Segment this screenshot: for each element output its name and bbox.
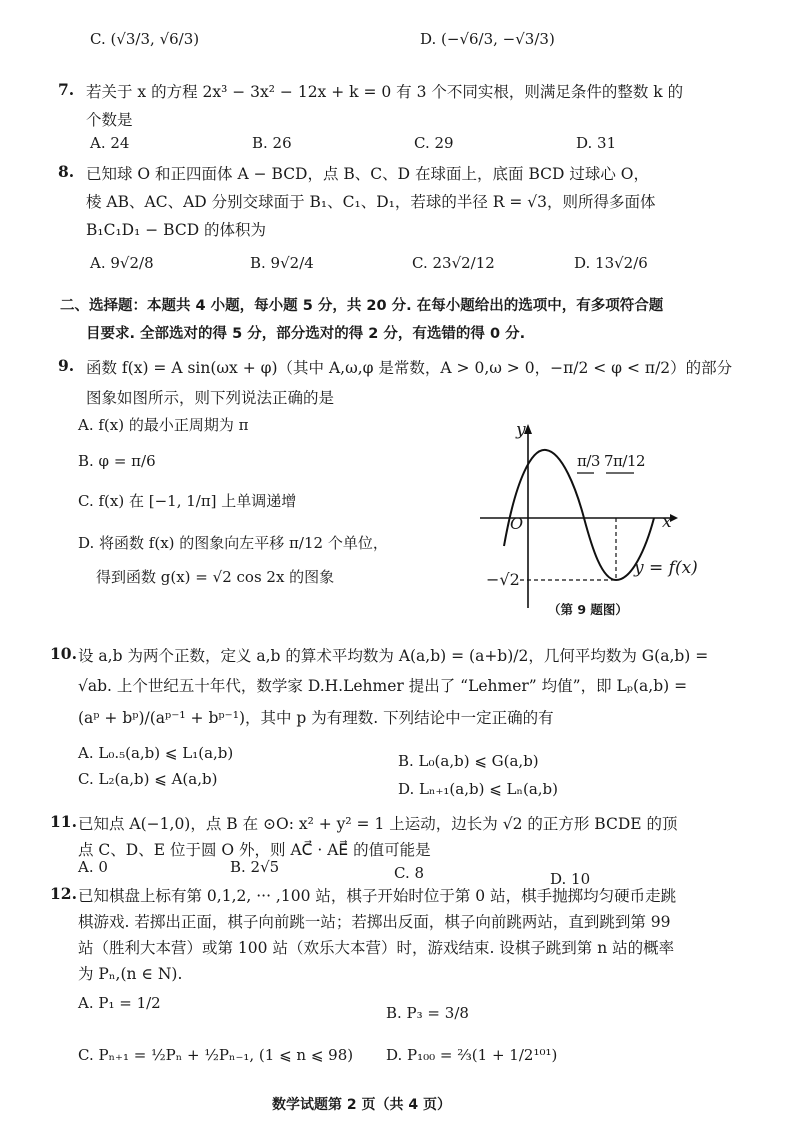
q10-stem-line1: 设 a,b 为两个正数，定义 a,b 的算术平均数为 A(a,b) = (a+b)/2，几何平均数为 G(a,b) = (78, 647, 709, 665)
q12-option-c: C. Pₙ₊₁ = ½Pₙ + ½Pₙ₋₁, (1 ⩽ n ⩽ 98) (78, 1046, 354, 1064)
q9-option-c: C. f(x) 在 [−1, 1/π] 上单调递增 (78, 492, 297, 510)
q9-figure-caption: （第 9 题图） (548, 602, 628, 617)
q12-stem-line4: 为 Pₙ,(n ∈ N). (78, 965, 183, 983)
q9-option-d-line2: 得到函数 g(x) = √2 cos 2x 的图象 (96, 568, 335, 586)
q9-stem-line2: 图象如图所示，则下列说法正确的是 (86, 389, 335, 407)
graph-min-label: −√2 (486, 570, 520, 589)
q8-option-a: A. 9√2/8 (90, 254, 154, 272)
q11-option-a: A. 0 (78, 858, 108, 876)
q7-stem-line1: 若关于 x 的方程 2x³ − 3x² − 12x + k = 0 有 3 个不同实根，则满足条件的整数 k 的 (86, 83, 684, 101)
q10-stem-line3: (aᵖ + bᵖ)/(aᵖ⁻¹ + bᵖ⁻¹)，其中 p 为有理数. 下列结论中一定正确的有 (78, 709, 554, 727)
q12-number: 12. (50, 884, 77, 903)
q12-option-d: D. P₁₀₀ = ⅔(1 + 1/2¹⁰¹) (386, 1046, 558, 1064)
q10-option-d: D. Lₙ₊₁(a,b) ⩽ Lₙ(a,b) (398, 780, 558, 798)
q12-stem-line1: 已知棋盘上标有第 0,1,2, ··· ,100 站，棋子开始时位于第 0 站，棋手抛掷均匀硬币走跳 (78, 887, 677, 905)
q12-stem-line3: 站（胜利大本营）或第 100 站（欢乐大本营）时，游戏结束. 设棋子跳到第 n 站的概率 (78, 939, 675, 957)
q11-number: 11. (50, 812, 77, 831)
q6-option-d: D. (−√6/3, −√3/3) (420, 30, 555, 48)
section2-instructions-line1: 二、选择题：本题共 4 小题，每小题 5 分，共 20 分. 在每小题给出的选项中，有多项符合题 (60, 298, 664, 314)
q7-option-b: B. 26 (252, 134, 292, 152)
q10-stem-line2: √ab. 上个世纪五十年代，数学家 D.H.Lehmer 提出了 “Lehmer” 均值”，即 Lₚ(a,b) = (78, 677, 688, 695)
graph-curve-label: y = f(x) (634, 558, 698, 578)
q9-number: 9. (58, 356, 75, 375)
q8-option-c: C. 23√2/12 (412, 254, 495, 272)
q11-option-c: C. 8 (394, 864, 425, 882)
q9-option-d-line1: D. 将函数 f(x) 的图象向左平移 π/12 个单位， (78, 534, 388, 552)
graph-y-label: y (516, 420, 526, 440)
q8-option-b: B. 9√2/4 (250, 254, 314, 272)
graph-tick-pi-3: π/3 (577, 452, 600, 470)
q7-stem-line2: 个数是 (86, 111, 133, 129)
q11-option-d: D. 10 (550, 870, 591, 888)
q8-stem-line3: B₁C₁D₁ − BCD 的体积为 (86, 221, 267, 239)
section2-instructions-line2: 目要求. 全部选对的得 5 分，部分选对的得 2 分，有选错的得 0 分. (86, 326, 526, 342)
q12-option-a: A. P₁ = 1/2 (78, 994, 161, 1012)
q8-stem-line1: 已知球 O 和正四面体 A − BCD，点 B、C、D 在球面上，底面 BCD 过球心 O， (86, 165, 649, 183)
q12-option-b: B. P₃ = 3/8 (386, 1004, 469, 1022)
q7-option-d: D. 31 (576, 134, 617, 152)
q10-number: 10. (50, 644, 77, 663)
q10-option-a: A. L₀.₅(a,b) ⩽ L₁(a,b) (78, 744, 234, 762)
q6-option-c: C. (√3/3, √6/3) (90, 30, 200, 48)
q8-option-d: D. 13√2/6 (574, 254, 648, 272)
q11-option-b: B. 2√5 (230, 858, 280, 876)
q7-option-c: C. 29 (414, 134, 454, 152)
q9-stem-line1: 函数 f(x) = A sin(ωx + φ)（其中 A,ω,φ 是常数，A > 0,ω > 0，−π/2 < φ < π/2）的部分 (86, 359, 733, 377)
q8-number: 8. (58, 162, 75, 181)
q12-stem-line2: 棋游戏. 若掷出正面，棋子向前跳一站；若掷出反面，棋子向前跳两站，直到跳到第 99 (78, 913, 671, 931)
q11-stem-line2: 点 C、D、E 位于圆 O 外，则 AC⃗ · AE⃗ 的值可能是 (78, 841, 431, 859)
q7-option-a: A. 24 (90, 134, 130, 152)
q10-option-c: C. L₂(a,b) ⩽ A(a,b) (78, 770, 218, 788)
q9-option-a: A. f(x) 的最小正周期为 π (78, 416, 249, 434)
q7-number: 7. (58, 80, 75, 99)
graph-x-label: x (662, 512, 672, 532)
q11-stem-line1: 已知点 A(−1,0)，点 B 在 ⊙O: x² + y² = 1 上运动，边长为 √2 的正方形 BCDE 的顶 (78, 815, 678, 833)
page-footer: 数学试题第 2 页（共 4 页） (272, 1097, 451, 1113)
q9-option-b: B. φ = π/6 (78, 452, 156, 470)
graph-origin-label: O (510, 514, 524, 533)
q8-stem-line2: 棱 AB、AC、AD 分别交球面于 B₁、C₁、D₁，若球的半径 R = √3，则所得多面体 (86, 193, 656, 211)
graph-tick-7pi-12: 7π/12 (604, 452, 646, 470)
q10-option-b: B. L₀(a,b) ⩽ G(a,b) (398, 752, 539, 770)
